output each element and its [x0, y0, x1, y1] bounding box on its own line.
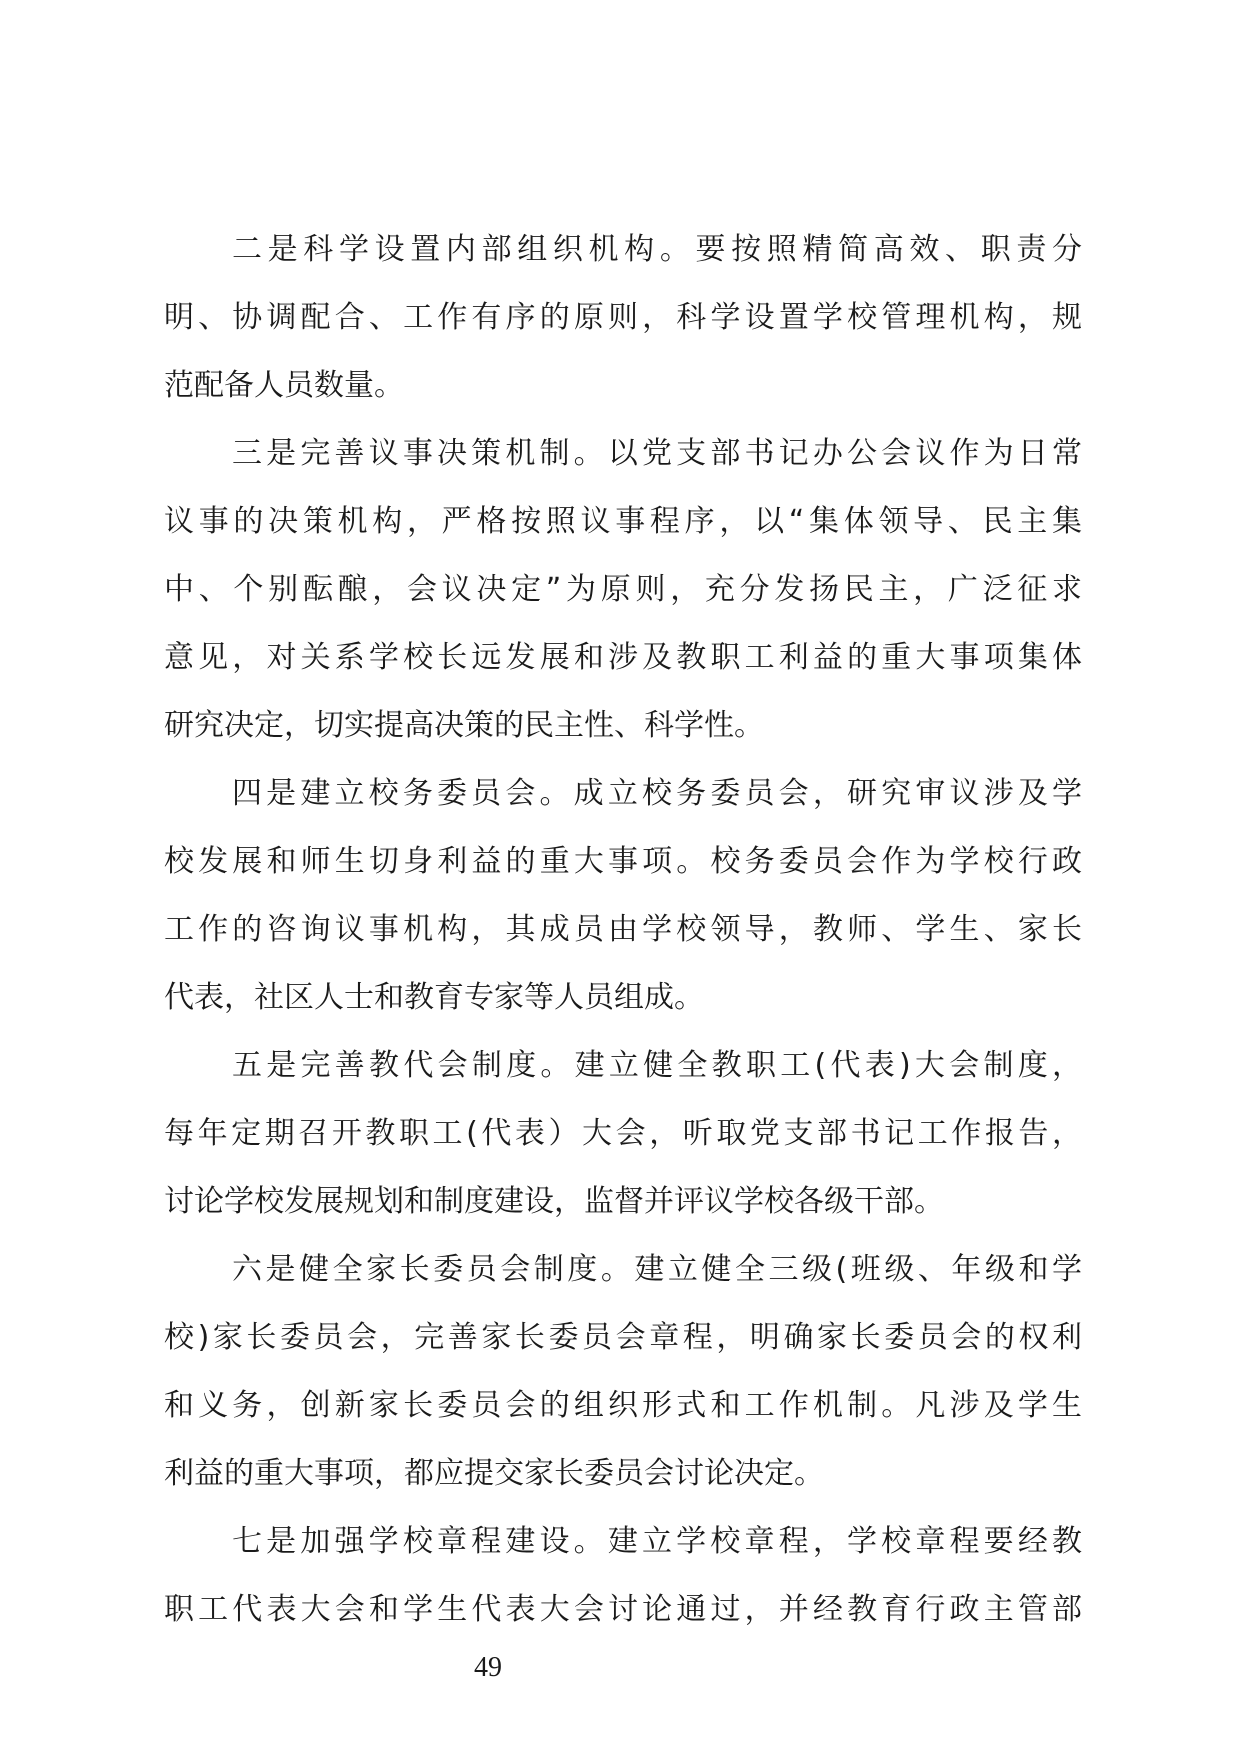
paragraph-4-line-1: 五是完善教代会制度。建立健全教职工(代表)大会制度， [232, 1048, 1082, 1083]
paragraph-4-line-3: 讨论学校发展规划和制度建设，监督并评议学校各级干部。 [164, 1184, 944, 1219]
paragraph-3-line-1: 四是建立校务委员会。成立校务委员会，研究审议涉及学 [232, 776, 1082, 811]
paragraph-5-line-3: 和义务，创新家长委员会的组织形式和工作机制。凡涉及学生 [164, 1388, 1082, 1423]
paragraph-4-line-2: 每年定期召开教职工(代表）大会，听取党支部书记工作报告， [164, 1116, 1082, 1151]
paragraph-5-line-4: 利益的重大事项，都应提交家长委员会讨论决定。 [164, 1456, 824, 1491]
paragraph-2-line-4: 意见，对关系学校长远发展和涉及教职工利益的重大事项集体 [164, 640, 1082, 675]
paragraph-2-line-5: 研究决定，切实提高决策的民主性、科学性。 [164, 708, 764, 743]
paragraph-1-line-2: 明、协调配合、工作有序的原则，科学设置学校管理机构，规 [164, 300, 1082, 335]
paragraph-3-line-2: 校发展和师生切身利益的重大事项。校务委员会作为学校行政 [164, 844, 1082, 879]
paragraph-2-line-1: 三是完善议事决策机制。以党支部书记办公会议作为日常 [232, 436, 1082, 471]
paragraph-3-line-3: 工作的咨询议事机构，其成员由学校领导，教师、学生、家长 [164, 912, 1082, 947]
paragraph-5-line-2: 校)家长委员会，完善家长委员会章程，明确家长委员会的权利 [164, 1320, 1082, 1355]
paragraph-2-line-2: 议事的决策机构，严格按照议事程序，以“集体领导、民主集 [164, 504, 1082, 539]
paragraph-3-line-4: 代表，社区人士和教育专家等人员组成。 [164, 980, 704, 1015]
paragraph-2-line-3: 中、个别酝酿，会议决定”为原则，充分发扬民主，广泛征求 [164, 572, 1082, 607]
paragraph-1-line-3: 范配备人员数量。 [164, 368, 404, 403]
page-number: 49 [474, 1652, 502, 1683]
paragraph-6-line-2: 职工代表大会和学生代表大会讨论通过，并经教育行政主管部 [164, 1592, 1082, 1627]
paragraph-6-line-1: 七是加强学校章程建设。建立学校章程，学校章程要经教 [232, 1524, 1082, 1559]
paragraph-5-line-1: 六是健全家长委员会制度。建立健全三级(班级、年级和学 [232, 1252, 1082, 1287]
paragraph-1-line-1: 二是科学设置内部组织机构。要按照精简高效、职责分 [232, 232, 1082, 267]
